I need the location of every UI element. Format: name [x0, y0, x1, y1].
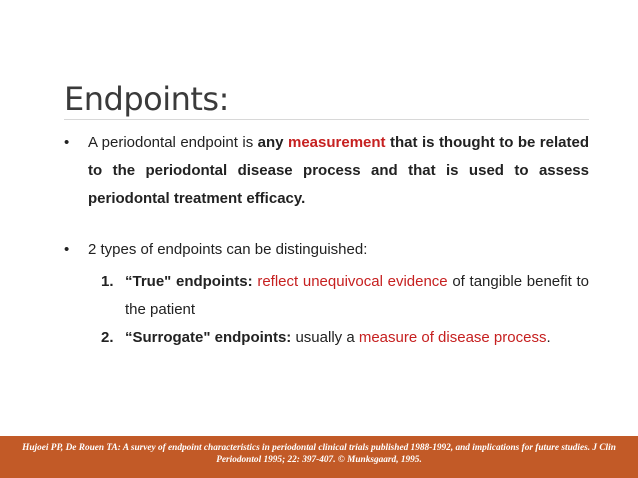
bullet-mark: •: [64, 134, 70, 151]
list-number: 1.: [101, 273, 114, 290]
bullet-text: [88, 129, 589, 213]
bullet-text-bold: any: [257, 134, 288, 151]
bullet-mark: •: [64, 241, 70, 258]
bullet-text-bold-rest: that is thought to be related to the periodontal disease process and that is used to assess periodontal treatment efficacy.: [88, 134, 589, 207]
highlight-text: measure of disease process: [358, 329, 547, 346]
bullet-endpoint-types: [64, 236, 589, 352]
item-end: .: [546, 329, 551, 346]
title-divider: [64, 119, 589, 120]
item-text: of tangible benefit to the patient: [125, 273, 589, 318]
bullet-text-highlight: measurement: [287, 134, 386, 151]
item-text: usually a: [291, 329, 359, 346]
bullet-text-plain: A periodontal endpoint is: [88, 134, 258, 151]
list-number: 2.: [101, 329, 114, 346]
citation-footer: Hujoei PP, De Rouen TA: A survey of endpoint characteristics in periodontal clinical trials published 1988-1992, and implications for future studies. J Clin Periodontol 1995; 22: 397-407. © Munksgaard, 1995.: [0, 436, 638, 478]
bullet-endpoint-definition: [64, 129, 589, 213]
term-surrogate-endpoints: “Surrogate" endpoints:: [125, 329, 292, 346]
list-item-true-endpoints: [64, 268, 589, 324]
slide-title: Endpoints:: [64, 80, 229, 118]
list-item-surrogate-endpoints: [64, 324, 589, 352]
bullet-text: 2 types of endpoints can be distinguished:: [88, 241, 368, 258]
term-true-endpoints: “True" endpoints:: [125, 273, 258, 290]
endpoint-types-list: [64, 268, 589, 352]
highlight-text: reflect unequivocal evidence: [257, 273, 448, 290]
